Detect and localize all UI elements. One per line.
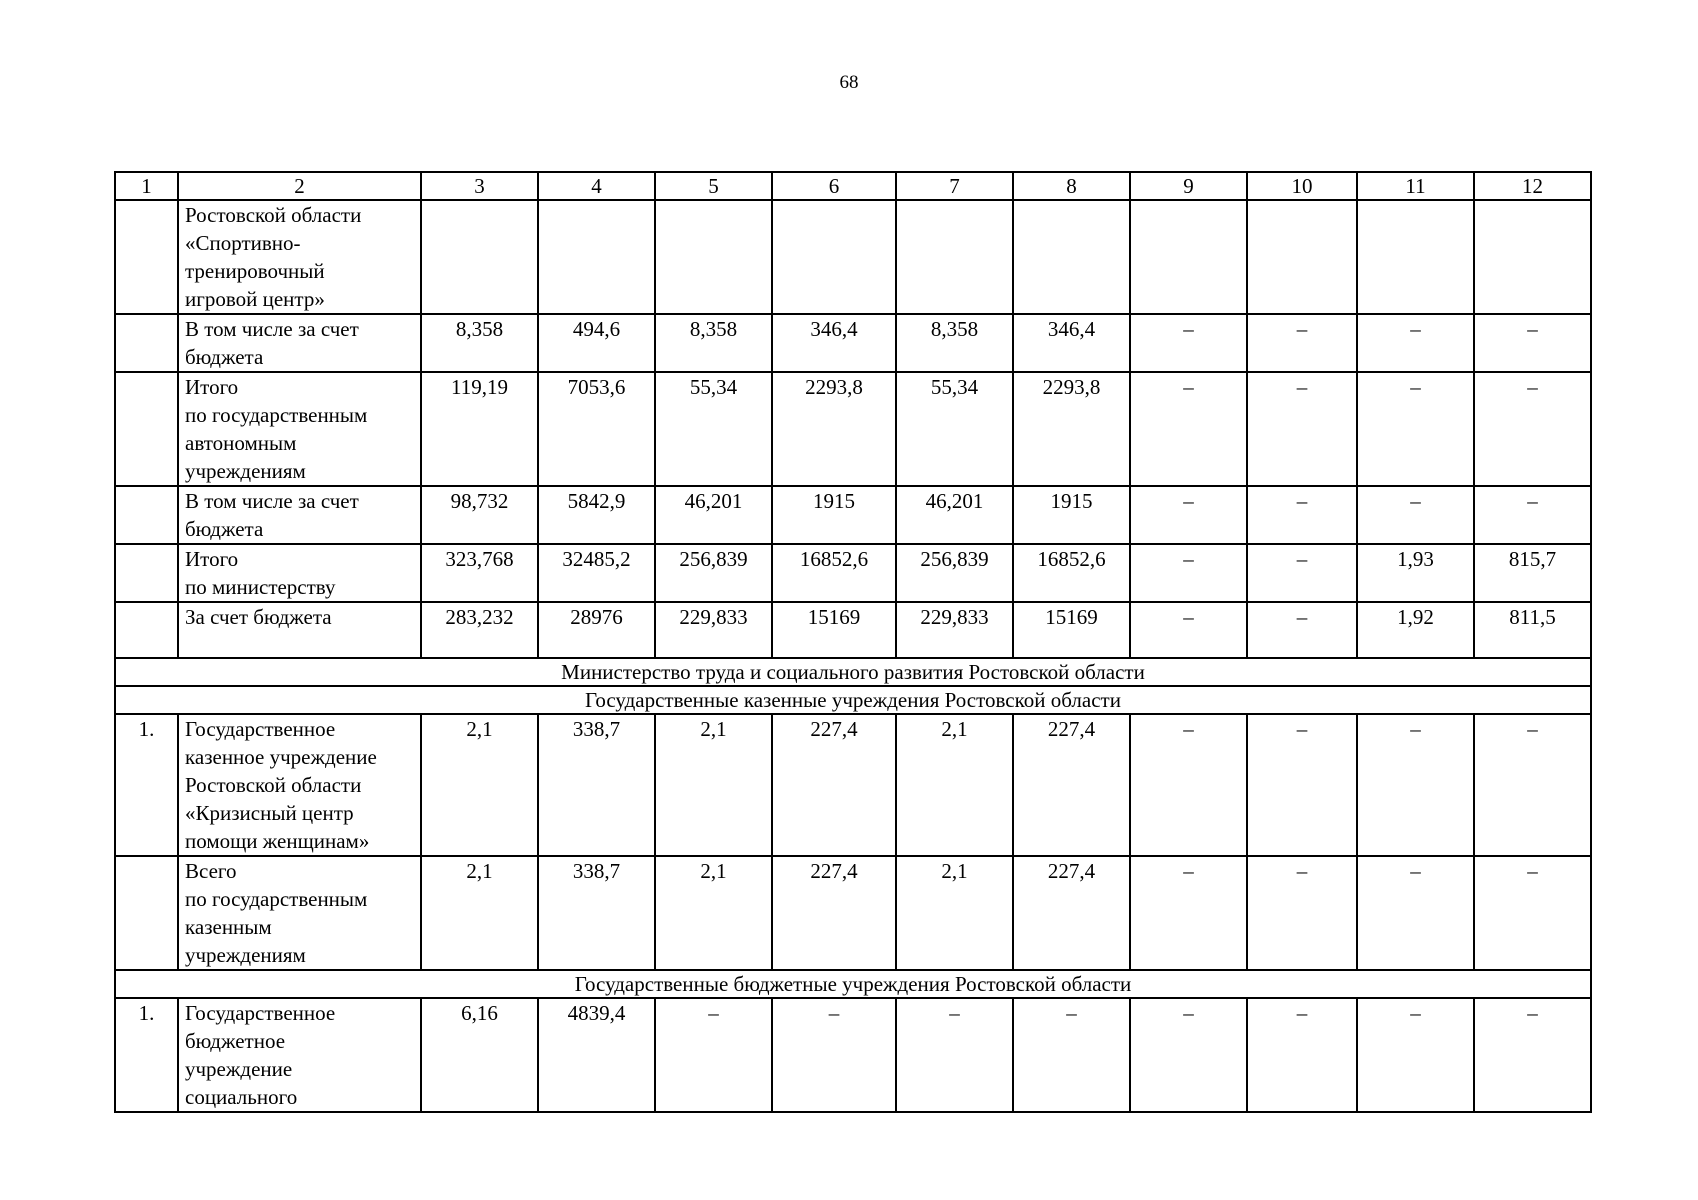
value-cell: –	[1130, 714, 1247, 856]
value-cell: 28976	[538, 602, 655, 658]
value-cell: 2293,8	[772, 372, 896, 486]
value-cell: 227,4	[772, 714, 896, 856]
row-number-cell	[115, 856, 178, 970]
column-number-cell: 6	[772, 172, 896, 200]
row-name-line: учреждениям	[185, 459, 306, 483]
value-cell: –	[1130, 602, 1247, 658]
value-cell: 2,1	[896, 714, 1013, 856]
table-row	[115, 200, 1591, 314]
column-number-cell: 8	[1013, 172, 1130, 200]
value-cell: –	[1247, 544, 1357, 602]
value-cell: 256,839	[655, 544, 772, 602]
row-name-line: по министерству	[185, 575, 336, 599]
value-cell: 2,1	[421, 856, 538, 970]
value-cell: 5842,9	[538, 486, 655, 544]
value-cell	[772, 200, 896, 314]
value-cell: –	[1247, 998, 1357, 1112]
table-row	[115, 544, 1591, 602]
row-name-line: бюджетное	[185, 1029, 286, 1053]
value-cell: –	[1130, 998, 1247, 1112]
row-name-line: по государственным	[185, 887, 368, 911]
table-row	[115, 998, 1591, 1112]
row-name-line: учреждение	[185, 1057, 293, 1081]
value-cell: 346,4	[772, 314, 896, 372]
row-number-cell	[115, 372, 178, 486]
column-number-cell: 3	[421, 172, 538, 200]
row-number-cell: 1.	[115, 714, 178, 856]
value-cell: 46,201	[655, 486, 772, 544]
value-cell: 229,833	[655, 602, 772, 658]
column-number-cell: 12	[1474, 172, 1591, 200]
value-cell: –	[772, 998, 896, 1112]
value-cell: –	[1130, 486, 1247, 544]
section-row	[115, 970, 1591, 998]
table-row	[115, 602, 1591, 658]
table-row	[115, 486, 1591, 544]
row-number-cell	[115, 544, 178, 602]
row-name-cell	[178, 544, 421, 602]
section-title: Министерство труда и социального развития Ростовской области	[115, 658, 1591, 686]
column-number-row	[115, 172, 1591, 200]
budget-table	[114, 171, 1592, 1113]
value-cell: 338,7	[538, 714, 655, 856]
row-number-cell: 1.	[115, 998, 178, 1112]
value-cell: –	[1474, 714, 1591, 856]
table-body	[115, 172, 1591, 1112]
value-cell: 1,93	[1357, 544, 1474, 602]
value-cell: 8,358	[896, 314, 1013, 372]
row-name-line: «Спортивно-	[185, 231, 301, 255]
row-name-line: автономным	[185, 431, 297, 455]
value-cell: –	[1247, 714, 1357, 856]
value-cell	[1247, 200, 1357, 314]
value-cell: 338,7	[538, 856, 655, 970]
value-cell: 229,833	[896, 602, 1013, 658]
row-name-cell	[178, 856, 421, 970]
value-cell: 1,92	[1357, 602, 1474, 658]
row-name-cell	[178, 486, 421, 544]
column-number-cell: 2	[178, 172, 421, 200]
value-cell: –	[1474, 486, 1591, 544]
value-cell	[1357, 200, 1474, 314]
row-name-cell	[178, 314, 421, 372]
value-cell: –	[1130, 544, 1247, 602]
value-cell: –	[1357, 998, 1474, 1112]
row-name-line: казенное учреждение	[185, 745, 377, 769]
column-number-cell: 5	[655, 172, 772, 200]
value-cell: –	[1130, 372, 1247, 486]
value-cell: –	[1130, 314, 1247, 372]
value-cell: –	[1247, 314, 1357, 372]
value-cell: –	[1474, 314, 1591, 372]
table-row	[115, 314, 1591, 372]
value-cell: –	[1357, 856, 1474, 970]
value-cell: 15169	[772, 602, 896, 658]
row-name-line: В том числе за счет	[185, 317, 359, 341]
value-cell	[1130, 200, 1247, 314]
value-cell	[896, 200, 1013, 314]
value-cell: 4839,4	[538, 998, 655, 1112]
section-title: Государственные бюджетные учреждения Ростовской области	[115, 970, 1591, 998]
value-cell: 227,4	[772, 856, 896, 970]
section-row	[115, 686, 1591, 714]
row-name-cell	[178, 998, 421, 1112]
value-cell: 323,768	[421, 544, 538, 602]
value-cell: 7053,6	[538, 372, 655, 486]
value-cell: 811,5	[1474, 602, 1591, 658]
value-cell: –	[1357, 372, 1474, 486]
row-name-line: помощи женщинам»	[185, 829, 370, 853]
row-name-line: игровой центр»	[185, 287, 325, 311]
value-cell: –	[1013, 998, 1130, 1112]
row-name-line: Итого	[185, 547, 239, 571]
value-cell: –	[1474, 856, 1591, 970]
row-name-line: Ростовской области	[185, 203, 362, 227]
row-name-line: Государственное	[185, 717, 336, 741]
value-cell: –	[1357, 714, 1474, 856]
column-number-cell: 1	[115, 172, 178, 200]
value-cell: 98,732	[421, 486, 538, 544]
row-name-line: Итого	[185, 375, 239, 399]
row-name-line: В том числе за счет	[185, 489, 359, 513]
row-name-cell	[178, 200, 421, 314]
value-cell: 55,34	[896, 372, 1013, 486]
row-number-cell	[115, 602, 178, 658]
table-row	[115, 714, 1591, 856]
value-cell: 6,16	[421, 998, 538, 1112]
value-cell: –	[1130, 856, 1247, 970]
value-cell: 32485,2	[538, 544, 655, 602]
row-name-cell	[178, 714, 421, 856]
value-cell: –	[1357, 486, 1474, 544]
value-cell: 1915	[772, 486, 896, 544]
page-number: 68	[839, 72, 859, 93]
value-cell	[1474, 200, 1591, 314]
value-cell: 494,6	[538, 314, 655, 372]
column-number-cell: 7	[896, 172, 1013, 200]
column-number-cell: 11	[1357, 172, 1474, 200]
value-cell: –	[1247, 372, 1357, 486]
value-cell: 2,1	[421, 714, 538, 856]
value-cell	[421, 200, 538, 314]
value-cell: –	[1247, 486, 1357, 544]
row-name-line: социального	[185, 1085, 298, 1109]
row-name-line: казенным	[185, 915, 272, 939]
value-cell: 227,4	[1013, 714, 1130, 856]
value-cell	[655, 200, 772, 314]
row-number-cell	[115, 486, 178, 544]
value-cell: 16852,6	[1013, 544, 1130, 602]
column-number-cell: 9	[1130, 172, 1247, 200]
row-name-line: «Кризисный центр	[185, 801, 354, 825]
value-cell: 1915	[1013, 486, 1130, 544]
table-row	[115, 372, 1591, 486]
column-number-cell: 10	[1247, 172, 1357, 200]
row-name-line: бюджета	[185, 517, 264, 541]
value-cell	[538, 200, 655, 314]
row-name-line: Ростовской области	[185, 773, 362, 797]
value-cell	[1013, 200, 1130, 314]
value-cell: 8,358	[655, 314, 772, 372]
row-name-line: тренировочный	[185, 259, 325, 283]
row-name-line: по государственным	[185, 403, 368, 427]
value-cell: 2,1	[655, 714, 772, 856]
value-cell: 2,1	[896, 856, 1013, 970]
value-cell: –	[1357, 314, 1474, 372]
column-number-cell: 4	[538, 172, 655, 200]
value-cell: 256,839	[896, 544, 1013, 602]
value-cell: 2293,8	[1013, 372, 1130, 486]
row-name-line: бюджета	[185, 345, 264, 369]
value-cell: 16852,6	[772, 544, 896, 602]
value-cell: 2,1	[655, 856, 772, 970]
section-row	[115, 658, 1591, 686]
value-cell: 283,232	[421, 602, 538, 658]
value-cell: –	[896, 998, 1013, 1112]
value-cell: –	[1474, 998, 1591, 1112]
row-name-line: За счет бюджета	[185, 605, 332, 629]
value-cell: –	[1474, 372, 1591, 486]
section-title: Государственные казенные учреждения Ростовской области	[115, 686, 1591, 714]
value-cell: 15169	[1013, 602, 1130, 658]
row-name-line: Всего	[185, 859, 237, 883]
value-cell: 46,201	[896, 486, 1013, 544]
value-cell: –	[1247, 602, 1357, 658]
value-cell: 55,34	[655, 372, 772, 486]
value-cell: –	[655, 998, 772, 1112]
value-cell: 119,19	[421, 372, 538, 486]
row-name-line: Государственное	[185, 1001, 336, 1025]
value-cell: 227,4	[1013, 856, 1130, 970]
row-name-cell	[178, 602, 421, 658]
value-cell: –	[1247, 856, 1357, 970]
row-number-cell	[115, 200, 178, 314]
value-cell: 346,4	[1013, 314, 1130, 372]
row-name-line: учреждениям	[185, 943, 306, 967]
row-number-cell	[115, 314, 178, 372]
value-cell: 815,7	[1474, 544, 1591, 602]
value-cell: 8,358	[421, 314, 538, 372]
table-row	[115, 856, 1591, 970]
row-name-cell	[178, 372, 421, 486]
